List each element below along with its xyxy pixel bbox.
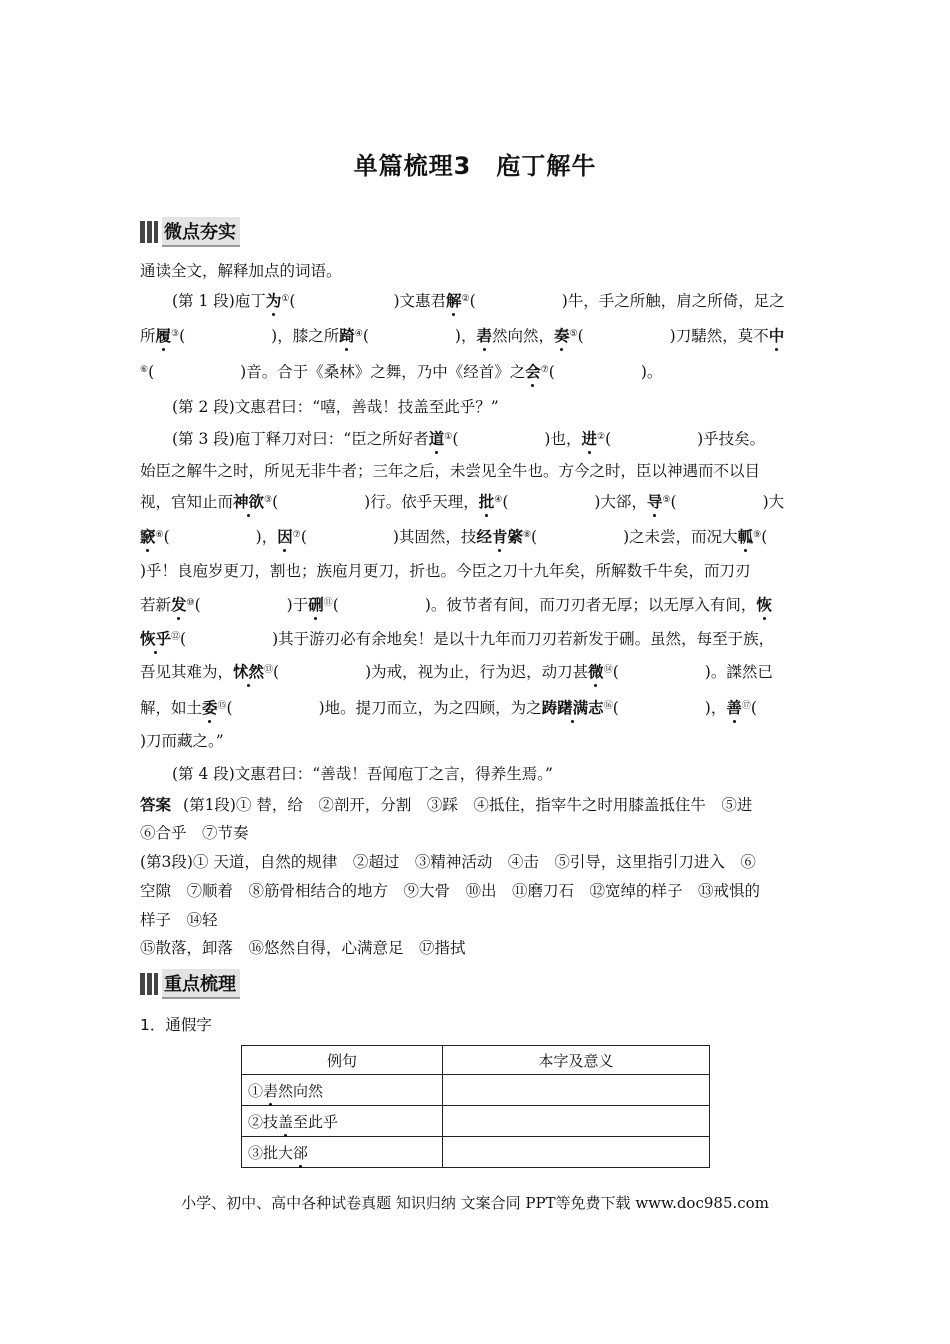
answer-label: 答案 [140,796,172,814]
answer-line-1: 答案 (第1段)① 替，给 ②剖开，分割 ③踩 ④抵住，指宰牛之时用膝盖抵住牛 ⑤进 [140,796,753,814]
passage-line: 若新发⑩( )于硎⑪( )。彼节者有间，而刀刃者无厚；以无厚入有间，恢 [140,596,772,614]
page-footer: 小学、初中、高中各种试卷真题 知识归纳 文案合同 PPT等免费下载 www.doc985.com [181,1194,769,1212]
section-marker-icon [140,221,158,243]
item-label-tongjiazi: 1．通假字 [140,1016,212,1034]
answer-line-2: ⑥合乎 ⑦节奏 [140,824,249,842]
table-cell-answer[interactable] [443,1106,710,1137]
table-header-cell: 本字及意义 [443,1046,710,1075]
section-heading-label: 微点夯实 [162,217,240,247]
table-header-row [242,1046,710,1075]
passage-line: )乎！良庖岁更刀，割也；族庖月更刀，折也。今臣之刀十九年矣，所解数千牛矣，而刀刃 [140,562,751,580]
table-header-cell: 例句 [242,1046,443,1075]
table-row [242,1106,710,1137]
passage-line: 解，如土委⑮( )地。提刀而立，为之四顾，为之踌躇满志⑯( )，善⑰( [140,699,757,717]
table-cell-example: ③批大郤 [242,1137,443,1168]
passage-line: 窾⑥( )，因⑦( )其固然，技经肯綮⑧( )之未尝，而况大軱⑨( [140,528,768,546]
instruction-text: 通读全文，解释加点的词语。 [140,262,342,280]
passage-line: (第 1 段)庖丁为①( )文惠君解②( )牛，手之所触，肩之所倚，足之 [172,292,785,310]
passage-line: 恢乎⑫( )其于游刃必有余地矣！是以十九年而刀刃若新发于硎。虽然，每至于族， [140,630,775,648]
answer-line-5: 样子 ⑭轻 [140,911,218,929]
section-heading-weidian [140,220,240,244]
page-title: 单篇梳理3 庖丁解牛 [353,152,597,180]
passage-line: (第 4 段)文惠君曰：“善哉！吾闻庖丁之言，得养生焉。” [172,765,553,783]
passage-line: 视，官知止而神欲③( )行。依乎天理，批④( )大郤，导⑤( )大 [140,493,785,511]
answer-line-4: 空隙 ⑦顺着 ⑧筋骨相结合的地方 ⑨大骨 ⑩出 ⑪磨刀石 ⑫宽绰的样子 ⑬戒惧的 [140,882,761,900]
passage-line: )刀而藏之。” [140,732,224,750]
passage-line: 吾见其难为，怵然⑬( )为戒，视为止，行为迟，动刀甚微⑭( )。謋然已 [140,663,773,681]
passage-line: (第 3 段)庖丁释刀对曰：“臣之所好者道①( )也，进②( )乎技矣。 [172,430,766,448]
tongjiazi-table [241,1045,710,1168]
passage-line: 所履③( )，膝之所踦④( )，砉然向然，奏⑤( )刀騞然，莫不中 [140,327,785,345]
answer-line-3: (第3段)① 天道，自然的规律 ②超过 ③精神活动 ④击 ⑤引导，这里指引刀进入 ⑥ [140,853,756,871]
passage-line: ⑥( )音。合于《桑林》之舞，乃中《经首》之会⑦( )。 [140,363,663,381]
table-cell-example: ②技盖至此乎 [242,1106,443,1137]
section-heading-label: 重点梳理 [162,969,240,999]
section-heading-zhongdian [140,972,240,996]
passage-line: 始臣之解牛之时，所见无非牛者；三年之后，未尝见全牛也。方今之时，臣以神遇而不以目 [140,462,761,480]
passage-line: (第 2 段)文惠君曰：“嘻，善哉！技盖至此乎？” [172,398,499,416]
table-row [242,1075,710,1106]
answer-line-6: ⑮散落，卸落 ⑯悠然自得，心满意足 ⑰揩拭 [140,939,466,957]
table-cell-example: ①砉然向然 [242,1075,443,1106]
table-cell-answer[interactable] [443,1075,710,1106]
section-marker-icon [140,973,158,995]
table-row [242,1137,710,1168]
table-cell-answer[interactable] [443,1137,710,1168]
